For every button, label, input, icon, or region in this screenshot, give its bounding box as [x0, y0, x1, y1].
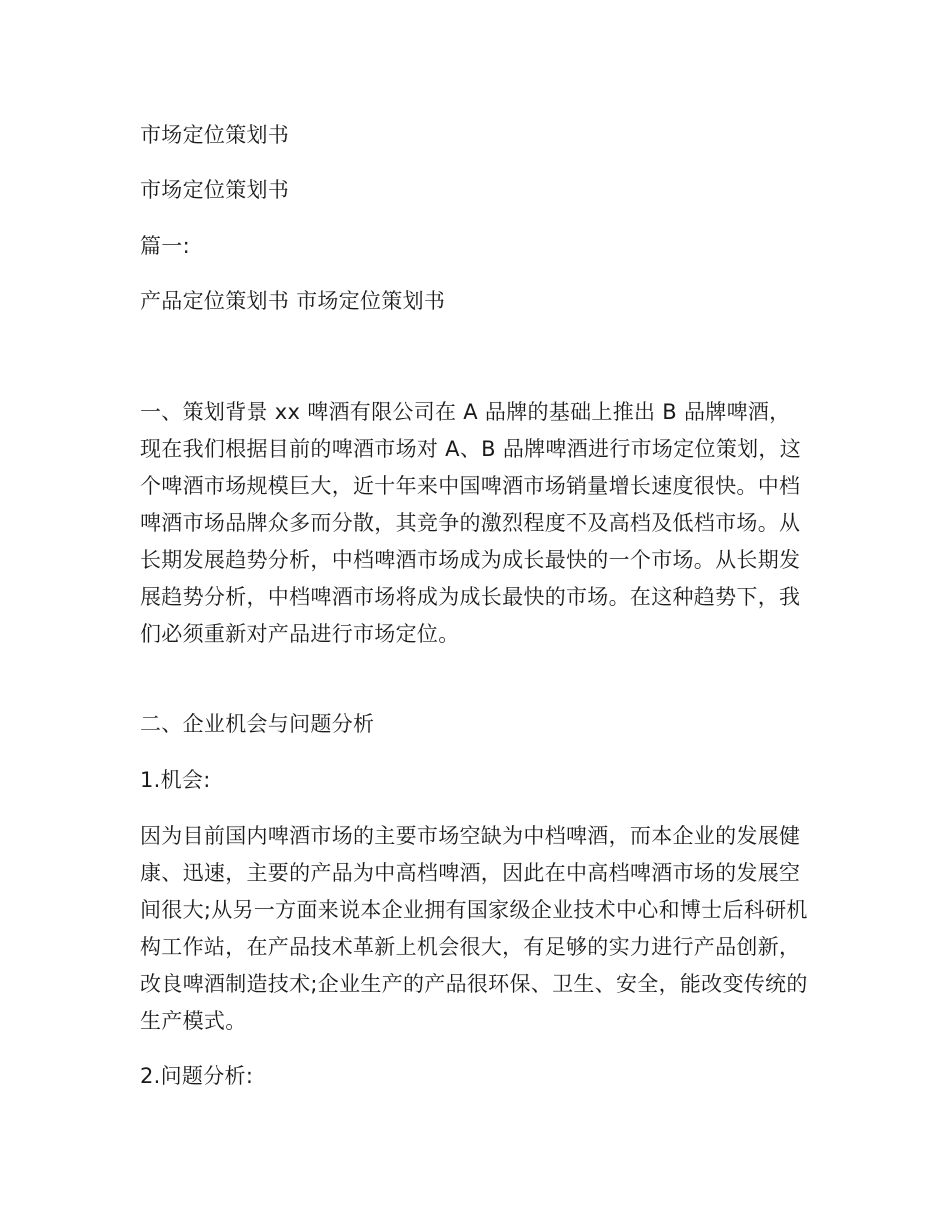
document-title: 市场定位策划书 — [140, 123, 290, 147]
subheading-problem-analysis: 2.问题分析: — [140, 1064, 254, 1088]
subheading-opportunity: 1.机会: — [140, 768, 211, 792]
document-subtitle: 产品定位策划书 市场定位策划书 — [140, 289, 446, 313]
section-heading-opportunity-analysis: 二、企业机会与问题分析 — [140, 712, 375, 736]
part-label: 篇一: — [140, 234, 190, 258]
opportunity-paragraph: 因为目前国内啤酒市场的主要市场空缺为中档啤酒，而本企业的发展健康、迅速，主要的产品为中高档啤酒，因此在中高档啤酒市场的发展空间很大;从另一方面来说本企业拥有国家级企业技术中心和博士后科研机构工作站，在产品技术革新上机会很大，有足够的实力进行产品创新，改良啤酒制造技术;企业生产的产品很环保、卫生、安全，能改变传统的生产模式。 — [140, 824, 808, 1033]
document-title-repeat: 市场定位策划书 — [140, 178, 290, 202]
section-background-paragraph: 一、策划背景 xx 啤酒有限公司在 A 品牌的基础上推出 B 品牌啤酒，现在我们根据目前的啤酒市场对 A、B 品牌啤酒进行市场定位策划，这个啤酒市场规模巨大，近十年来中国啤酒市场销量增长速度很快。中档啤酒市场品牌众多而分散，其竞争的激烈程度不及高档及低档市场。从长期发展趋势分析，中档啤酒市场成为成长最快的一个市场。从长期发展趋势分析，中档啤酒市场将成为成长最快的市场。在这种趋势下，我们必须重新对产品进行市场定位。 — [140, 400, 802, 646]
